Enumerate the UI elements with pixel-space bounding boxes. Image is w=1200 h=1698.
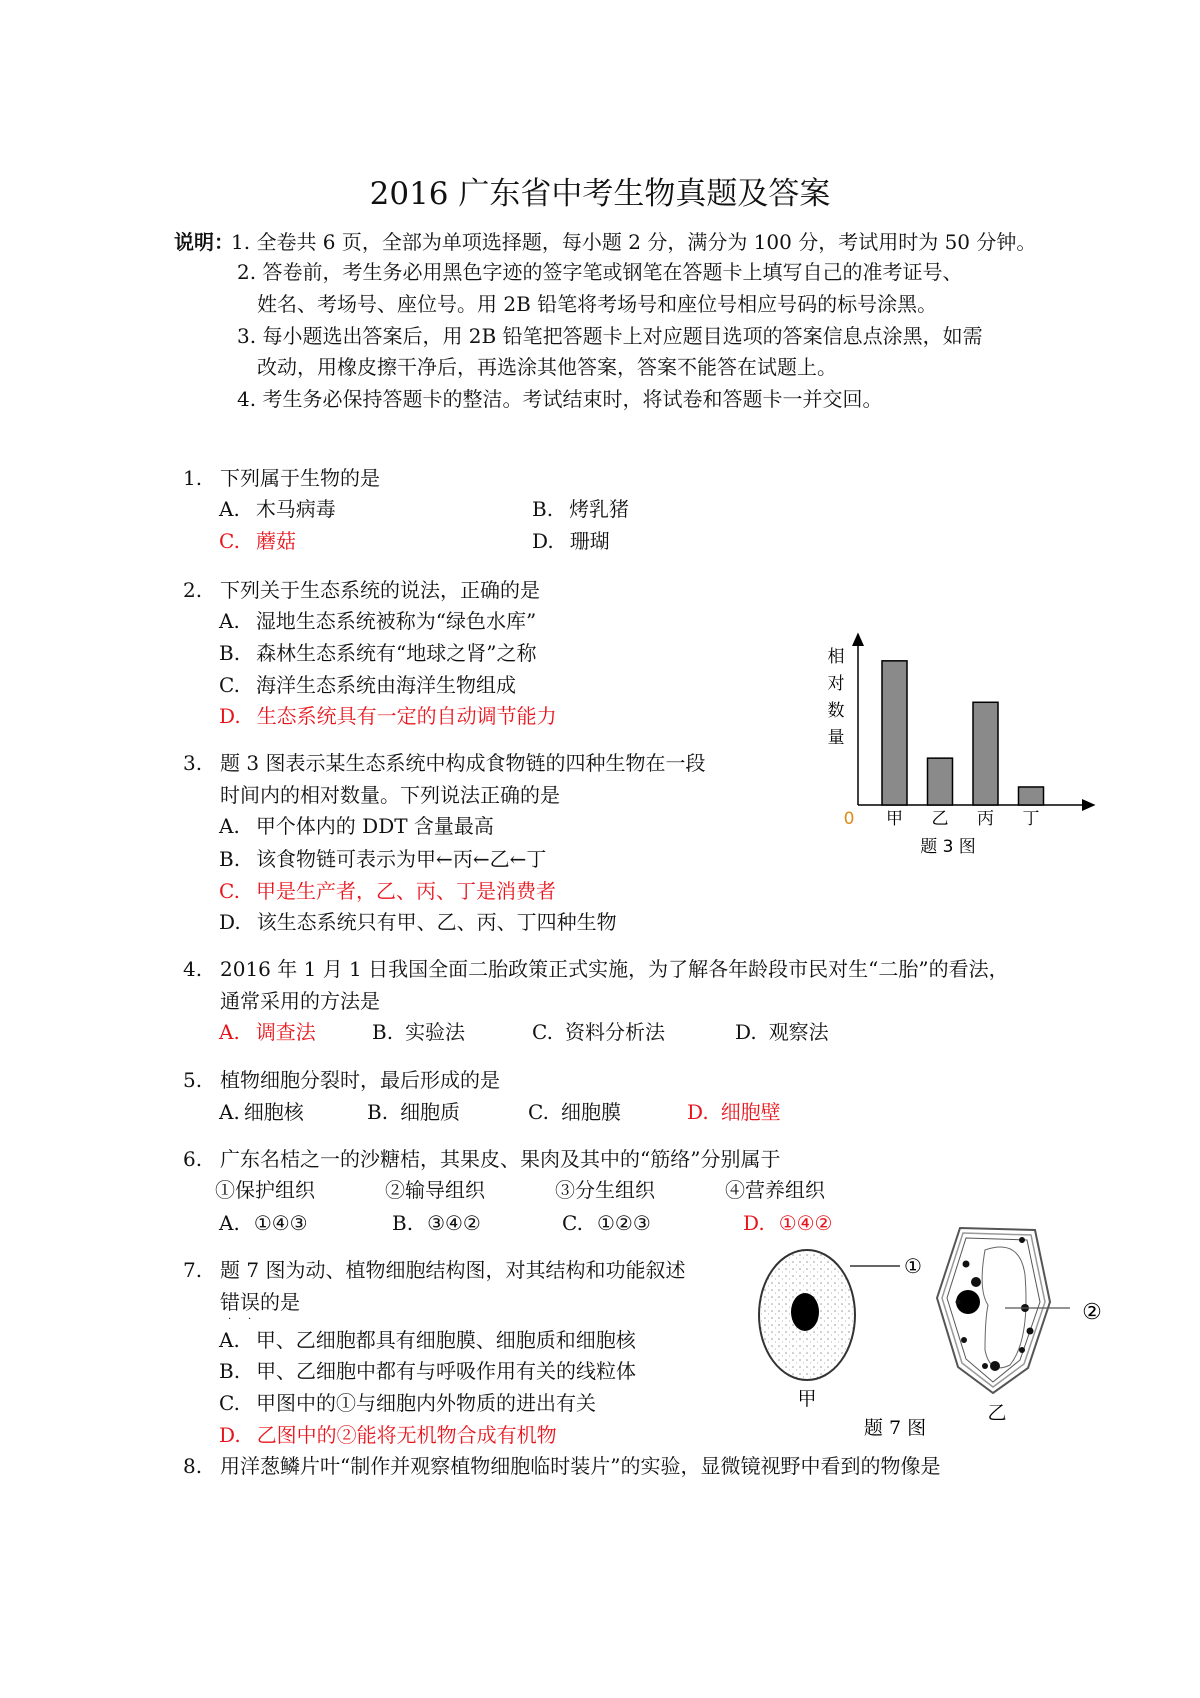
question-number: 6.: [183, 1147, 203, 1171]
option-d-answer: D. 乙图中的②能将无机物合成有机物: [219, 1423, 557, 1447]
question-number: 8.: [183, 1454, 203, 1478]
nucleus: [791, 1293, 819, 1331]
instruction-line: 姓名、考场号、座位号。用 2B 铅笔将考场号和座位号相应号码的标号涂黑。: [257, 292, 938, 316]
option-d: D. 该生态系统只有甲、乙、丙、丁四种生物: [219, 910, 617, 934]
option-c: C. 海洋生态系统由海洋生物组成: [219, 673, 516, 697]
question-stem: 题 3 图表示某生态系统中构成食物链的四种生物在一段: [220, 751, 706, 775]
y-label-char: 对: [827, 674, 845, 694]
plant-cell: [937, 1228, 1102, 1424]
page-title: 2016 广东省中考生物真题及答案: [369, 176, 831, 212]
y-label-char: 数: [827, 701, 845, 721]
question-stem: 2016 年 1 月 1 日我国全面二胎政策正式实施，为了解各年龄段市民对生“二胎”的看法，: [220, 957, 1009, 981]
option-d-answer: D. 生态系统具有一定的自动调节能力: [219, 704, 557, 728]
question-number: 4.: [183, 957, 203, 981]
option-c-answer: C. 甲是生产者，乙、丙、丁是消费者: [219, 879, 556, 903]
option-b: B. 细胞质: [367, 1100, 461, 1124]
chart-caption: 题 3 图: [920, 837, 976, 857]
cell-b-label: 乙: [987, 1402, 1007, 1424]
emphasis-dot: ·: [248, 1314, 252, 1325]
y-label-char: 量: [827, 728, 845, 748]
tissue-item: ④营养组织: [725, 1178, 825, 1202]
tissue-item: ③分生组织: [555, 1178, 655, 1202]
x-tick-label: 丁: [1022, 809, 1040, 829]
instruction-line: 改动，用橡皮擦干净后，再选涂其他答案，答案不能答在试题上。: [257, 355, 837, 379]
question-stem: 植物细胞分裂时，最后形成的是: [220, 1068, 500, 1092]
option-b: B. 实验法: [372, 1020, 466, 1044]
tissue-item: ②输导组织: [385, 1178, 485, 1202]
option-a: A. 甲、乙细胞都具有细胞膜、细胞质和细胞核: [219, 1328, 636, 1352]
question-stem: 下列属于生物的是: [220, 466, 380, 490]
question-stem: 题 7 图为动、植物细胞结构图，对其结构和功能叙述: [220, 1258, 686, 1282]
option-b: B. 森林生态系统有“地球之肾”之称: [219, 641, 537, 665]
marker-1: ①: [904, 1254, 922, 1278]
nucleus: [956, 1290, 980, 1314]
option-b: B. 甲、乙细胞中都有与呼吸作用有关的线粒体: [219, 1359, 637, 1383]
instruction-line: 2. 答卷前，考生务必用黑色字迹的签字笔或钢笔在答题卡上填写自己的准考证号、: [237, 260, 963, 284]
option-c: C. 甲图中的①与细胞内外物质的进出有关: [219, 1391, 596, 1415]
instructions-label: 说明：: [174, 230, 234, 254]
tissue-item: ①保护组织: [215, 1178, 315, 1202]
x-tick-label: 丙: [977, 809, 994, 829]
question-stem: 用洋葱鳞片叶“制作并观察植物细胞临时装片”的实验，显微镜视野中看到的物像是: [220, 1454, 941, 1478]
option-c: C. 资料分析法: [532, 1020, 665, 1044]
instruction-line: 1. 全卷共 6 页，全部为单项选择题，每小题 2 分，满分为 100 分，考试用时为 50 分钟。: [231, 230, 1037, 254]
x-tick-label: 甲: [886, 809, 903, 829]
y-label-char: 相: [827, 647, 845, 667]
question-number: 2.: [183, 578, 203, 602]
question-stem: 时间内的相对数量。下列说法正确的是: [220, 783, 560, 807]
option-c: C. ①②③: [562, 1211, 651, 1235]
question-number: 7.: [183, 1258, 203, 1282]
bar-甲: [882, 661, 907, 805]
x-tick-label: 乙: [931, 809, 949, 829]
question-stem: 广东名桔之一的沙糖桔，其果皮、果肉及其中的“筋络”分别属于: [220, 1147, 781, 1171]
option-a: A. ①④③: [219, 1211, 308, 1235]
figure-7-caption: 题 7 图: [863, 1417, 927, 1439]
option-c-answer: C. 蘑菇: [219, 529, 296, 553]
instruction-line: 3. 每小题选出答案后，用 2B 铅笔把答题卡上对应题目选项的答案信息点涂黑，如需: [237, 324, 983, 348]
chloroplast: [1021, 1304, 1029, 1312]
option-d: D. 观察法: [735, 1020, 829, 1044]
question-stem-emphasis: 错误的是: [220, 1290, 300, 1314]
vacuole: [982, 1247, 1026, 1368]
option-a-answer: A. 调查法: [219, 1020, 316, 1044]
y-axis-label: [828, 647, 845, 748]
option-a: A. 湿地生态系统被称为“绿色水库”: [219, 609, 537, 633]
option-d: D. 珊瑚: [532, 529, 610, 553]
bar-乙: [928, 758, 953, 805]
option-b: B. ③④②: [392, 1211, 481, 1235]
question-number: 1.: [183, 466, 203, 490]
option-a: A. 细胞核: [219, 1100, 304, 1124]
marker-2: ②: [1082, 1300, 1102, 1325]
cell-a-label: 甲: [797, 1388, 817, 1410]
origin-label: 0: [843, 809, 855, 829]
option-a: A. 木马病毒: [219, 497, 336, 521]
bar-丙: [973, 702, 998, 805]
emphasis-dot: ·: [228, 1314, 232, 1325]
question-number: 5.: [183, 1068, 203, 1092]
option-d-answer: D. ①④②: [743, 1211, 833, 1235]
question-stem: 下列关于生态系统的说法，正确的是: [220, 578, 540, 602]
option-b: B. 烤乳猪: [532, 497, 630, 521]
animal-cell: [759, 1250, 922, 1410]
question-stem: 通常采用的方法是: [220, 989, 380, 1013]
option-a: A. 甲个体内的 DDT 含量最高: [219, 814, 494, 838]
option-c: C. 细胞膜: [528, 1100, 621, 1124]
question-number: 3.: [183, 751, 203, 775]
instruction-line: 4. 考生务必保持答题卡的整洁。考试结束时，将试卷和答题卡一并交回。: [237, 387, 883, 411]
option-d-answer: D. 细胞壁: [687, 1100, 781, 1124]
option-b: B. 该食物链可表示为甲←丙←乙←丁: [219, 847, 547, 871]
bar-丁: [1019, 787, 1044, 805]
